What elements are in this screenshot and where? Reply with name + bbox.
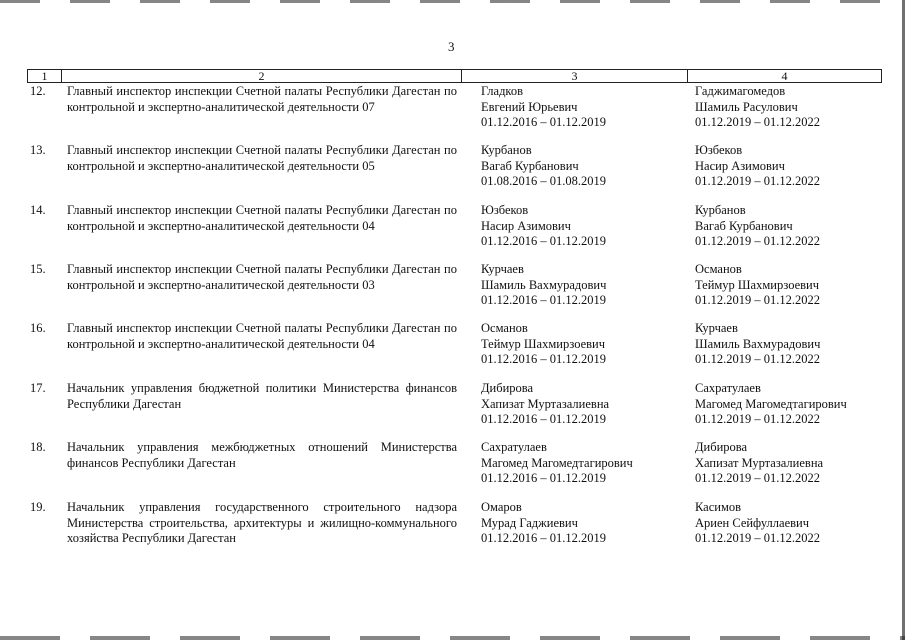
next-name: Магомед Магомедтагирович: [695, 396, 847, 411]
previous-holder: [481, 321, 691, 368]
previous-surname: Дибирова: [481, 381, 534, 395]
next-period: 01.12.2019 – 01.12.2022: [695, 115, 820, 129]
next-period: 01.12.2019 – 01.12.2022: [695, 174, 820, 188]
next-surname: Дибирова: [695, 440, 748, 454]
row-number: 16.: [30, 321, 46, 335]
previous-surname: Курчаев: [481, 262, 524, 276]
next-surname: Сахратулаев: [695, 381, 761, 395]
previous-surname: Омаров: [481, 500, 522, 514]
previous-period: 01.12.2016 – 01.12.2019: [481, 531, 606, 545]
position-title: Начальник управления государственного строительного надзора Министерства строительства, архитектуры и жилищно-коммунального хозяйства Республики Дагестан: [67, 500, 457, 545]
column-header-2: 2: [62, 70, 462, 82]
next-surname: Касимов: [695, 500, 742, 514]
next-holder: [695, 321, 880, 368]
previous-holder: [481, 84, 691, 131]
next-period: 01.12.2019 – 01.12.2022: [695, 412, 820, 426]
next-period: 01.12.2019 – 01.12.2022: [695, 293, 820, 307]
row-number: 15.: [30, 262, 46, 276]
previous-holder: [481, 440, 691, 487]
next-period: 01.12.2019 – 01.12.2022: [695, 531, 820, 545]
previous-name: Шамиль Вахмурадович: [481, 277, 607, 292]
position-title: Начальник управления межбюджетных отношений Министерства финансов Республики Дагестан: [67, 440, 457, 470]
next-name: Шамиль Вахмурадович: [695, 336, 821, 351]
next-name: Шамиль Расулович: [695, 99, 798, 114]
previous-period: 01.12.2016 – 01.12.2019: [481, 115, 606, 129]
previous-name: Насир Азимович: [481, 218, 571, 233]
page-number: 3: [448, 39, 455, 54]
row-number: 14.: [30, 203, 46, 217]
previous-holder: [481, 381, 691, 428]
previous-surname: Османов: [481, 321, 528, 335]
previous-surname: Гладков: [481, 84, 524, 98]
next-period: 01.12.2019 – 01.12.2022: [695, 352, 820, 366]
previous-period: 01.12.2016 – 01.12.2019: [481, 234, 606, 248]
previous-name: Вагаб Курбанович: [481, 158, 579, 173]
position-title: Главный инспектор инспекции Счетной палаты Республики Дагестан по контрольной и экспертно-аналитической деятельности 07: [67, 84, 457, 114]
previous-surname: Курбанов: [481, 143, 532, 157]
next-surname: Гаджимагомедов: [695, 84, 786, 98]
scan-edge-bottom: [0, 636, 905, 640]
scan-edge-top: [0, 0, 905, 3]
position-title: Главный инспектор инспекции Счетной палаты Республики Дагестан по контрольной и экспертно-аналитической деятельности 04: [67, 321, 457, 351]
row-number: 18.: [30, 440, 46, 454]
next-name: Теймур Шахмирзоевич: [695, 277, 820, 292]
next-holder: [695, 440, 880, 487]
next-name: Ариен Сейфуллаевич: [695, 515, 809, 530]
previous-period: 01.12.2016 – 01.12.2019: [481, 412, 606, 426]
position-title: Главный инспектор инспекции Счетной палаты Республики Дагестан по контрольной и экспертно-аналитической деятельности 04: [67, 203, 457, 233]
previous-holder: [481, 143, 691, 190]
previous-period: 01.12.2016 – 01.12.2019: [481, 352, 606, 366]
column-header-4: 4: [781, 69, 788, 83]
next-period: 01.12.2019 – 01.12.2022: [695, 471, 820, 485]
previous-name: Хапизат Муртазалиевна: [481, 396, 610, 411]
position-title: Начальник управления бюджетной политики Министерства финансов Республики Дагестан: [67, 381, 457, 411]
previous-holder: [481, 500, 691, 547]
previous-period: 01.08.2016 – 01.08.2019: [481, 174, 606, 188]
next-holder: [695, 262, 880, 309]
previous-name: Евгений Юрьевич: [481, 99, 578, 114]
previous-holder: [481, 203, 691, 250]
previous-holder: [481, 262, 691, 309]
row-number: 19.: [30, 500, 46, 514]
next-surname: Османов: [695, 262, 742, 276]
column-header-1: 1: [28, 70, 62, 82]
previous-name: Мурад Гаджиевич: [481, 515, 578, 530]
next-holder: [695, 143, 880, 190]
position-title: Главный инспектор инспекции Счетной палаты Республики Дагестан по контрольной и экспертно-аналитической деятельности 03: [67, 262, 457, 292]
next-surname: Курбанов: [695, 203, 746, 217]
previous-name: Магомед Магомедтагирович: [481, 455, 633, 470]
next-surname: Курчаев: [695, 321, 738, 335]
next-name: Хапизат Муртазалиевна: [695, 455, 824, 470]
row-number: 12.: [30, 84, 46, 98]
previous-period: 01.12.2016 – 01.12.2019: [481, 293, 606, 307]
column-header-3: 3: [462, 70, 688, 82]
next-surname: Юзбеков: [695, 143, 743, 157]
next-holder: [695, 500, 880, 547]
row-number: 17.: [30, 381, 46, 395]
next-name: Вагаб Курбанович: [695, 218, 793, 233]
next-name: Насир Азимович: [695, 158, 785, 173]
position-title: Главный инспектор инспекции Счетной палаты Республики Дагестан по контрольной и экспертно-аналитической деятельности 05: [67, 143, 457, 173]
table-header: [27, 69, 882, 83]
next-period: 01.12.2019 – 01.12.2022: [695, 234, 820, 248]
row-number: 13.: [30, 143, 46, 157]
previous-period: 01.12.2016 – 01.12.2019: [481, 471, 606, 485]
previous-name: Теймур Шахмирзоевич: [481, 336, 606, 351]
next-holder: [695, 381, 880, 428]
next-holder: [695, 203, 880, 250]
previous-surname: Сахратулаев: [481, 440, 547, 454]
previous-surname: Юзбеков: [481, 203, 529, 217]
next-holder: [695, 84, 880, 131]
